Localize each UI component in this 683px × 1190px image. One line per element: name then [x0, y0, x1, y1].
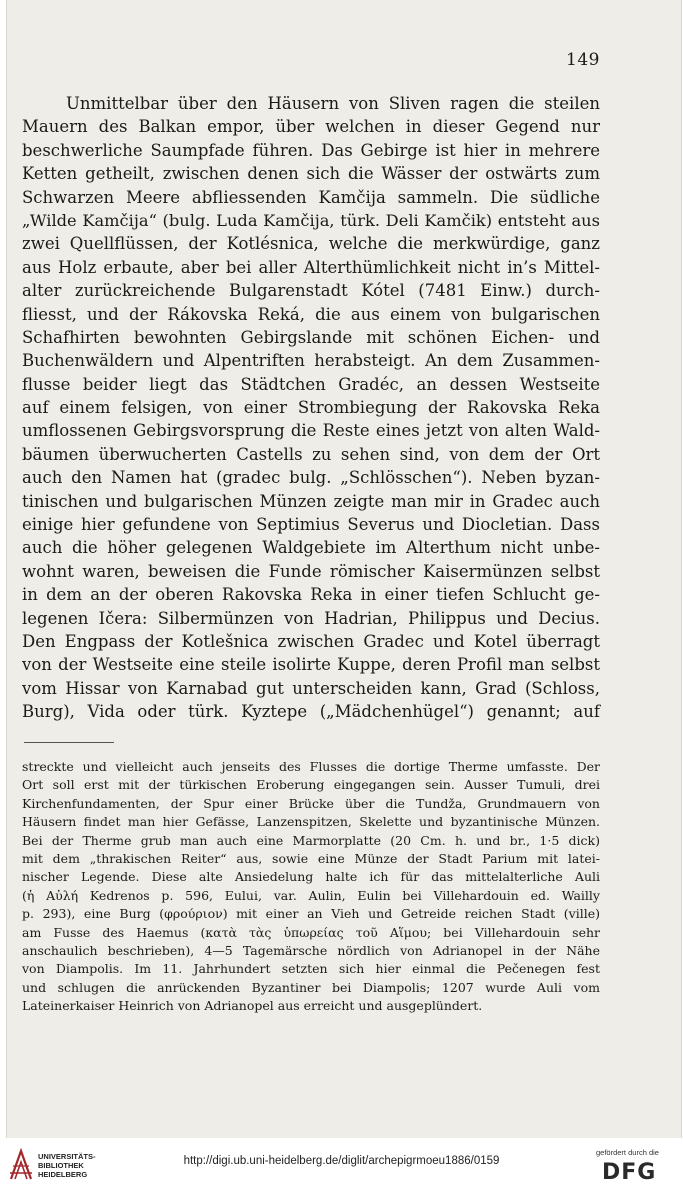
body-line: Schwarzen Meere abfliessenden Kamčija sammeln. Die südliche — [22, 187, 600, 207]
footnote-line: streckte und vielleicht auch jenseits des Flusses die dortige Therme umfasste. Der — [22, 759, 600, 774]
footnote-line: Bei der Therme grub man auch eine Marmorplatte (20 Cm. h. und br., 1·5 dick) — [22, 832, 600, 848]
footnote-line: p. 293), eine Burg (φρούριον) mit einer an Vieh und Getreide reichen Stadt (ville) — [22, 906, 600, 922]
body-line: umflossenen Gebirgsvorsprung die Reste eines jetzt von alten Wald- — [22, 421, 600, 441]
footnote-line: und schlugen die anrückenden Byzantiner bei Diampolis; 1207 wurde Auli vom — [22, 979, 600, 995]
funder-caption: gefördert durch die — [596, 1148, 659, 1157]
body-line: von der Westseite eine steile isolirte Kuppe, deren Profil man selbst — [22, 655, 600, 675]
body-line: wohnt waren, beweisen die Funde römischer Kaisermünzen selbst — [22, 561, 600, 581]
footnote-separator — [24, 742, 114, 743]
library-name-line: BIBLIOTHEK — [38, 1161, 84, 1170]
body-line: tinischen und bulgarischen Münzen zeigte man mir in Gradec auch — [22, 491, 600, 511]
footnote-line: nischer Legende. Diese alte Ansiedelung halte ich für das mittelalterliche Auli — [22, 869, 600, 885]
library-name-line: HEIDELBERG — [38, 1170, 88, 1179]
footnote-line: Lateinerkaiser Heinrich von Adrianopel aus erreicht und ausgeplündert. — [22, 998, 483, 1014]
footnote-line: Kirchenfundamenten, der Spur einer Brücke über die Tundža, Grundmauern von — [22, 795, 600, 811]
body-line: auch die höher gelegenen Waldgebiete im Alterthum nicht unbe- — [22, 538, 600, 558]
body-line: „Wilde Kamčija“ (bulg. Luda Kamčija, türk. Deli Kamčik) entsteht aus — [22, 210, 600, 230]
permalink-url[interactable]: http://digi.ub.uni-heidelberg.de/diglit/archepigrmoeu1886/0159 — [183, 1155, 500, 1167]
body-line: Schafhirten bewohnten Gebirgslande mit schönen Eichen- und — [22, 327, 600, 347]
body-line: Den Engpass der Kotlešnica zwischen Gradec und Kotel überragt — [22, 631, 600, 651]
body-line: aus Holz erbaute, aber bei aller Alterthümlichkeit nicht in’s Mittel- — [22, 257, 600, 277]
body-line: legenen Ičera: Silbermünzen von Hadrian, Philippus und Decius. — [22, 608, 600, 628]
footnote — [22, 758, 600, 1015]
body-line: bäumen überwucherten Castells zu sehen sind, von dem der Ort — [22, 444, 600, 464]
body-line: einige hier gefundene von Septimius Severus und Diocletian. Dass — [22, 515, 600, 535]
body-line: in dem an der oberen Rakovska Reka in einer tiefen Schlucht ge- — [22, 585, 600, 605]
footnote-line: Ort soll erst mit der türkischen Eroberung eingegangen sein. Ausser Tumuli, drei — [22, 777, 600, 793]
body-line: Buchenwäldern und Alpentriften herabsteigt. An dem Zusammen- — [22, 351, 600, 371]
body-line: Mauern des Balkan empor, über welchen in dieser Gegend nur — [22, 117, 600, 137]
footnote-line: anschaulich beschrieben), 4—5 Tagemärsche nördlich von Adrianopel in der Nähe — [22, 942, 600, 958]
body-line: Unmittelbar über den Häusern von Sliven ragen die steilen — [66, 94, 600, 113]
footnote-line: von Diampolis. Im 11. Jahrhundert setzten sich hier einmal die Pečenegen fest — [22, 961, 600, 977]
page-number: 149 — [566, 50, 600, 70]
body-line: fliesst, und der Rákovska Reká, die aus einem von bulgarischen — [22, 304, 600, 324]
body-line: alter zurückreichende Bulgarenstadt Kótel (7481 Einw.) durch- — [22, 281, 600, 301]
body-line: Burg), Vida oder türk. Kyztepe („Mädchenhügel“) genannt; auf — [22, 702, 600, 722]
body-line: auch den Namen hat (gradec bulg. „Schlösschen“). Neben byzan- — [22, 468, 600, 488]
body-line: beschwerliche Saumpfade führen. Das Gebirge ist hier in mehrere — [22, 140, 600, 160]
body-line: flusse beider liegt das Städtchen Gradéc, an dessen Westseite — [22, 374, 600, 394]
footnote-line: am Fusse des Haemus (κατὰ τὰς ὑπωρείας τοῦ Αἵμου; bei Villehardouin sehr — [22, 924, 600, 940]
footnote-line: mit dem „thrakischen Reiter“ aus, sowie eine Münze der Stadt Parium mit latei- — [22, 850, 600, 866]
footnote-line: Häusern findet man hier Gefässe, Lanzenspitzen, Skelette und byzantinische Münzen. — [22, 814, 600, 830]
body-line: vom Hissar von Karnabad gut unterscheiden kann, Grad (Schloss, — [22, 678, 600, 698]
library-name-line: UNIVERSITÄTS- — [38, 1152, 96, 1161]
footnote-line: (ἡ Αὐλή Kedrenos p. 596, Eului, var. Aulin, Eulin bei Villehardouin ed. Wailly — [22, 887, 600, 903]
body-line: zwei Quellflüssen, der Kotlésnica, welche die merkwürdige, ganz — [22, 234, 600, 254]
body-line: auf einem felsigen, von einer Strombiegung der Rakovska Reka — [22, 398, 600, 418]
body-line: Ketten getheilt, zwischen denen sich die Wässer der ostwärts zum — [22, 164, 600, 184]
body-text — [22, 92, 600, 724]
dfg-logo: DFG — [602, 1160, 657, 1185]
